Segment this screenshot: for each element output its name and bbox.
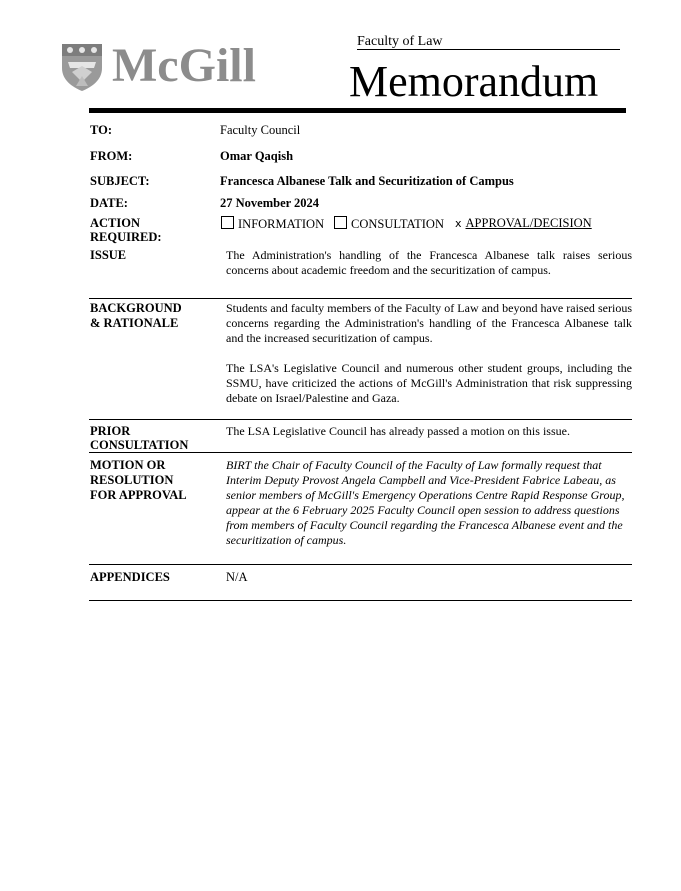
divider-1: [89, 298, 632, 299]
appendices-label: APPENDICES: [90, 570, 170, 584]
to-label: TO:: [90, 123, 112, 137]
memo-title: Memorandum: [349, 57, 599, 106]
motion-label-line3: FOR APPROVAL: [90, 488, 187, 502]
information-checkbox[interactable]: [221, 216, 234, 229]
prior-label-line1: PRIOR: [90, 424, 131, 438]
approval-label: APPROVAL/DECISION: [465, 216, 592, 230]
background-paragraph-2: The LSA's Legislative Council and numerous other student groups, including the SSMU, have criticized the actions of McGill's Administration that risk suppressing debate on Israel/Palestine and Gaza.: [226, 361, 632, 405]
from-value: Omar Qaqish: [220, 149, 294, 163]
approval-check-mark[interactable]: x: [455, 217, 462, 230]
motion-label-line1: MOTION OR: [90, 458, 166, 472]
consultation-label: CONSULTATION: [351, 217, 444, 231]
divider-3: [89, 452, 632, 453]
option-information[interactable]: [221, 216, 324, 232]
divider-2: [89, 419, 632, 420]
prior-text: The LSA Legislative Council has already passed a motion on this issue.: [226, 424, 570, 438]
background-paragraph-1: Students and faculty members of the Faculty of Law and beyond have raised serious concerns regarding the Administration's handling of the Francesca Albanese talk and the increased securitization of campus.: [226, 301, 632, 345]
date-label: DATE:: [90, 196, 128, 210]
action-label-line1: ACTION: [90, 216, 141, 230]
consultation-checkbox[interactable]: [334, 216, 347, 229]
background-label-line1: BACKGROUND: [90, 301, 182, 315]
action-label-line2: REQUIRED:: [90, 230, 162, 244]
subject-value: Francesca Albanese Talk and Securitization of Campus: [220, 174, 514, 188]
issue-label: ISSUE: [90, 248, 127, 262]
faculty-name: Faculty of Law: [357, 34, 443, 49]
option-consultation[interactable]: [334, 216, 444, 232]
to-value: Faculty Council: [220, 123, 301, 137]
motion-label-line2: RESOLUTION: [90, 473, 174, 487]
from-label: FROM:: [90, 149, 133, 163]
prior-label-line2: CONSULTATION: [90, 438, 189, 452]
motion-text: BIRT the Chair of Faculty Council of the Faculty of Law formally request that Interim Deputy Provost Angela Campbell and Vice-President Fabrice Labeau, as senior members of McGill's Emergency Operations Centre Rapid Response Group, appear at the 6 February 2025 Faculty Council open session to address questions from members of Faculty Council regarding the Francesca Albanese event and the securitization of campus.: [226, 458, 625, 547]
option-approval[interactable]: [455, 216, 592, 231]
subject-label: SUBJECT:: [90, 174, 150, 188]
divider-4: [89, 564, 632, 565]
issue-text: The Administration's handling of the Francesca Albanese talk raises serious concerns about academic freedom and the securitization of campus.: [226, 248, 632, 277]
faculty-underline: [357, 49, 620, 50]
mcgill-crest-logo: [60, 42, 104, 92]
divider-5: [89, 600, 632, 601]
header-divider: [89, 108, 626, 113]
mcgill-wordmark: McGill: [112, 39, 256, 92]
background-label-line2: & RATIONALE: [90, 316, 179, 330]
information-label: INFORMATION: [238, 217, 325, 231]
appendices-value: N/A: [226, 570, 248, 584]
date-value: 27 November 2024: [220, 196, 320, 210]
